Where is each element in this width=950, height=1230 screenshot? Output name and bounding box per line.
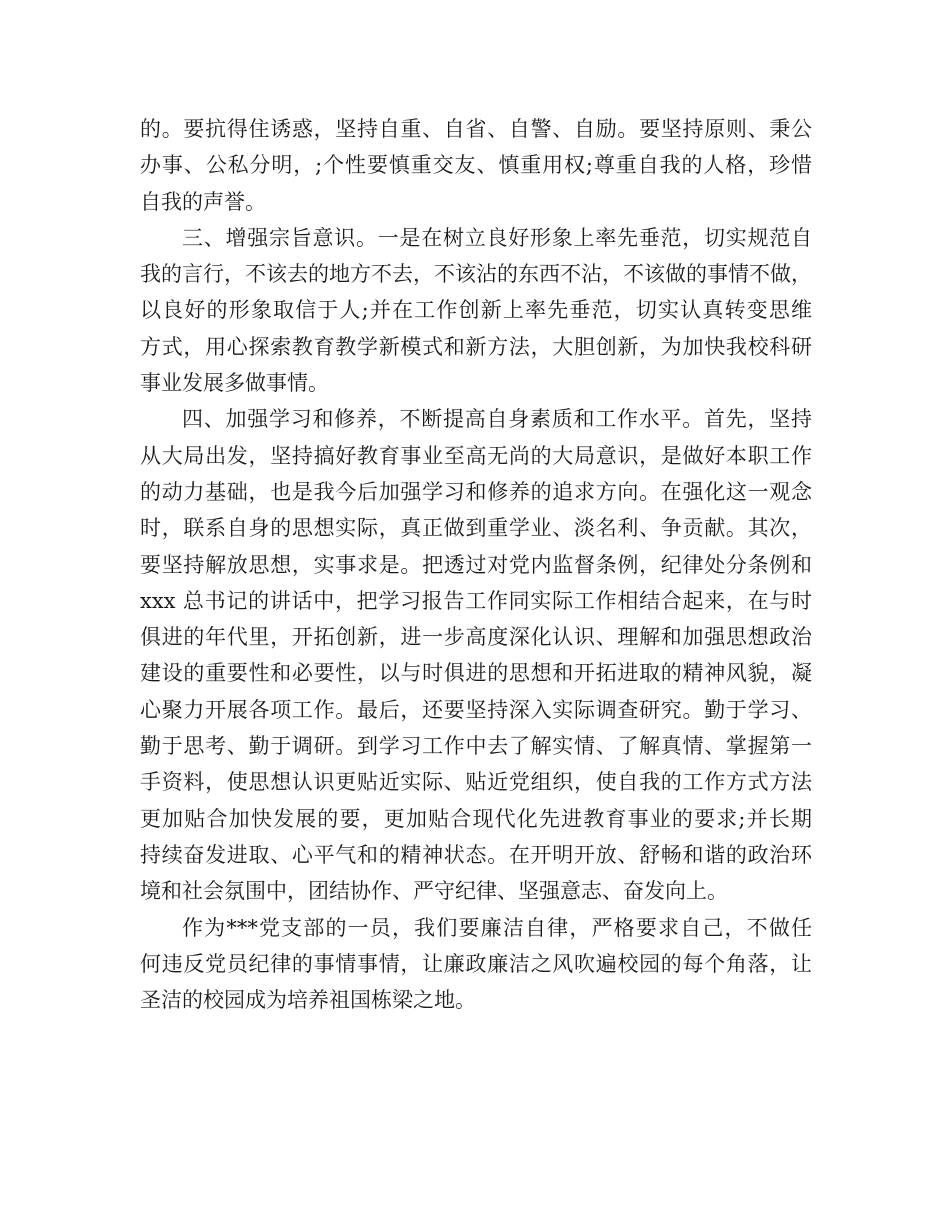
paragraph-line: 以良好的形象取信于人;并在工作创新上率先垂范，切实认真转变思维 — [140, 298, 812, 323]
document-body — [140, 111, 812, 1018]
paragraph-3 — [140, 401, 812, 909]
paragraph-line: 持续奋发进取、心平气和的精神状态。在开明开放、舒畅和谐的政治环 — [140, 842, 812, 867]
paragraph-line: 的动力基础，也是我今后加强学习和修养的追求方向。在强化这一观念 — [140, 479, 812, 504]
paragraph-line: 三、增强宗旨意识。一是在树立良好形象上率先垂范，切实规范自 — [182, 225, 812, 250]
paragraph-line: 更加贴合加快发展的要，更加贴合现代化先进教育事业的要求;并长期 — [140, 806, 812, 831]
paragraph-line: 事业发展多做事情。 — [140, 371, 329, 396]
paragraph-line: 作为***党支部的一员，我们要廉洁自律，严格要求自己，不做任 — [182, 915, 812, 940]
paragraph-line: 勤于思考、勤于调研。到学习工作中去了解实情、了解真情、掌握第一 — [140, 734, 812, 759]
paragraph-line: 心聚力开展各项工作。最后，还要坚持深入实际调查研究。勤于学习、 — [140, 697, 812, 722]
paragraph-line: 境和社会氛围中，团结协作、严守纪律、坚强意志、奋发向上。 — [140, 879, 728, 904]
paragraph-line: 从大局出发，坚持搞好教育事业至高无尚的大局意识，是做好本职工作 — [140, 443, 812, 468]
paragraph-line: 我的言行，不该去的地方不去，不该沾的东西不沾，不该做的事情不做， — [140, 262, 812, 287]
paragraph-line: 手资料，使思想认识更贴近实际、贴近党组织，使自我的工作方式方法 — [140, 770, 812, 795]
paragraph-1 — [140, 111, 812, 220]
paragraph-line: 建设的重要性和必要性，以与时俱进的思想和开拓进取的精神风貌，凝 — [140, 661, 812, 686]
paragraph-line: 圣洁的校园成为培养祖国栋梁之地。 — [140, 988, 476, 1013]
paragraph-line: 时，联系自身的思想实际，真正做到重学业、淡名利、争贡献。其次， — [140, 516, 812, 541]
paragraph-line: 的。要抗得住诱惑，坚持自重、自省、自警、自励。要坚持原则、秉公 — [140, 117, 812, 141]
paragraph-line: 四、加强学习和修养，不断提高自身素质和工作水平。首先，坚持 — [182, 407, 812, 432]
paragraph-line: 俱进的年代里，开拓创新，进一步高度深化认识、理解和加强思想政治 — [140, 625, 812, 650]
paragraph-line: 方式，用心探索教育教学新模式和新方法，大胆创新，为加快我校科研 — [140, 334, 812, 359]
paragraph-line: 何违反党员纪律的事情事情，让廉政廉洁之风吹遍校园的每个角落，让 — [140, 951, 812, 976]
paragraph-2 — [140, 220, 812, 401]
paragraph-line: 自我的声誉。 — [140, 189, 266, 214]
paragraph-4 — [140, 910, 812, 1019]
paragraph-line: 要坚持解放思想，实事求是。把透过对党内监督条例，纪律处分条例和 — [140, 552, 812, 577]
paragraph-line: xxx 总书记的讲话中，把学习报告工作同实际工作相结合起来，在与时 — [140, 588, 812, 613]
paragraph-line: 办事、公私分明，;个性要慎重交友、慎重用权;尊重自我的人格，珍惜 — [140, 153, 812, 178]
